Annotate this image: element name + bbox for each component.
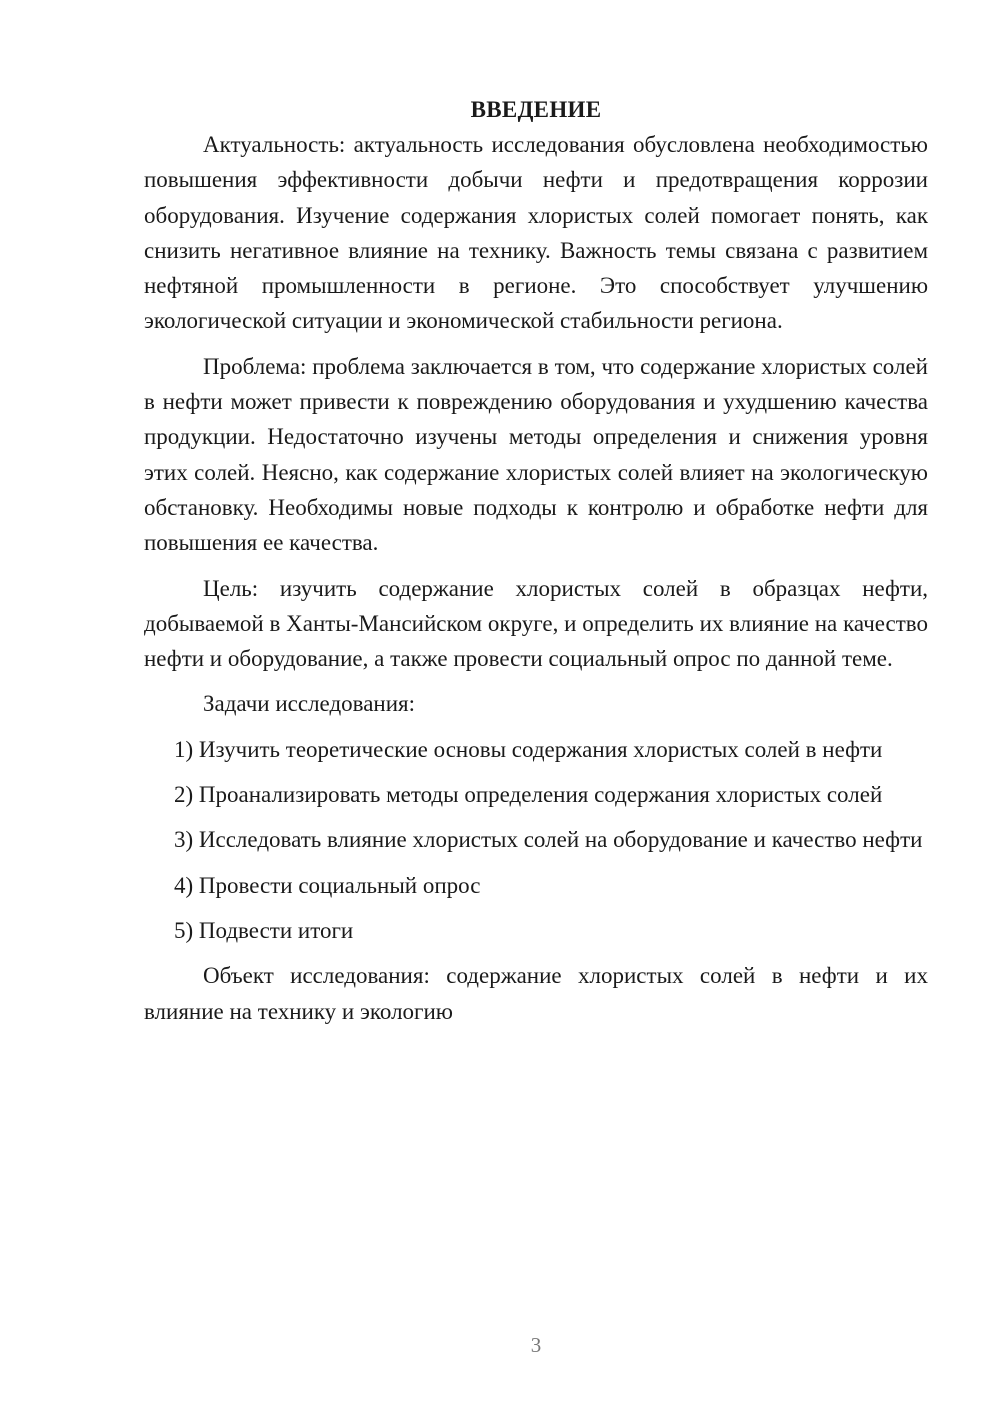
document-page bbox=[144, 92, 928, 1039]
section-heading: ВВЕДЕНИЕ bbox=[470, 97, 602, 122]
relevance-paragraph: Актуальность: актуальность исследования обусловлена необходимостью повышения эффективности добычи нефти и предотвращения коррозии оборудования. Изучение содержания хлористых солей помогает понять, как снизить негативное влияние на технику. Важность темы связана с развитием нефтяной промышленности в регионе. Это способствует улучшению экологической ситуации и экономической стабильности региона. bbox=[144, 132, 928, 334]
goal-paragraph: Цель: изучить содержание хлористых солей в образцах нефти, добываемой в Ханты-Мансийском округе, и определить их влияние на качество нефти и оборудование, а также провести социальный опрос по данной теме. bbox=[144, 575, 928, 672]
task-item-1: 1) Изучить теоретические основы содержания хлористых солей в нефти bbox=[174, 736, 883, 762]
problem-paragraph: Проблема: проблема заключается в том, что содержание хлористых солей в нефти может привести к повреждению оборудования и ухудшению качества продукции. Недостаточно изучены методы определения и снижения уровня этих солей. Неясно, как содержание хлористых солей влияет на экологическую обстановку. Необходимы новые подходы к контролю и обработке нефти для повышения ее качества. bbox=[144, 353, 928, 556]
tasks-list bbox=[144, 732, 928, 948]
task-item-4: 4) Провести социальный опрос bbox=[174, 872, 481, 898]
task-item-3: 3) Исследовать влияние хлористых солей на оборудование и качество нефти bbox=[174, 827, 923, 853]
object-paragraph: Объект исследования: содержание хлористых солей в нефти и их влияние на технику и экологию bbox=[144, 963, 928, 1024]
page-number: 3 bbox=[530, 1333, 542, 1357]
task-item-5: 5) Подвести итоги bbox=[174, 917, 354, 943]
task-item-2: 2) Проанализировать методы определения содержания хлористых солей bbox=[174, 782, 883, 808]
tasks-label: Задачи исследования: bbox=[203, 691, 416, 717]
